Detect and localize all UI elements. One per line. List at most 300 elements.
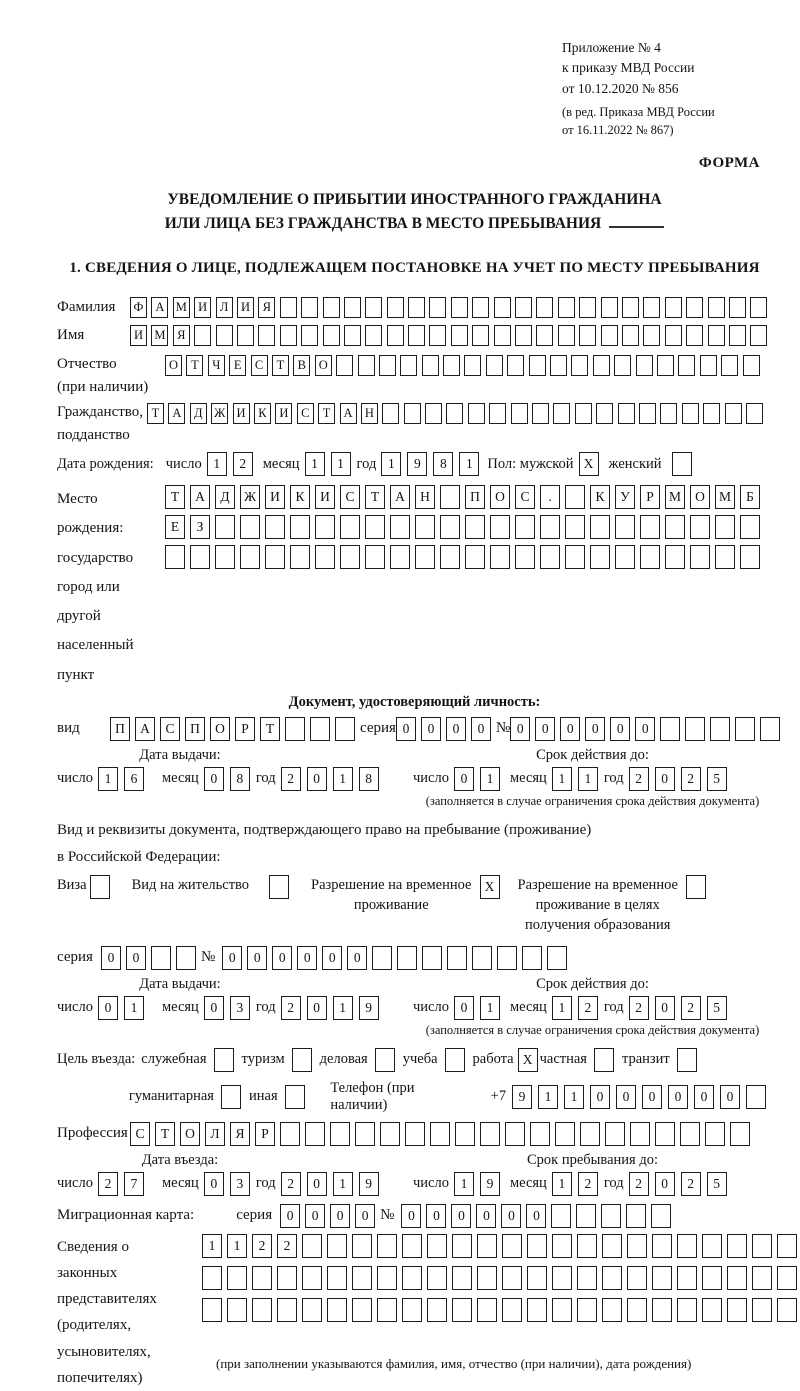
form-cell[interactable]	[358, 355, 375, 376]
form-cell[interactable]: С	[130, 1122, 150, 1146]
form-cell[interactable]	[730, 1122, 750, 1146]
form-cell[interactable]	[657, 355, 674, 376]
form-cell[interactable]	[601, 325, 618, 346]
form-cell[interactable]: 1	[578, 767, 598, 791]
form-cell[interactable]: Я	[173, 325, 190, 346]
form-cell[interactable]: Ж	[211, 403, 228, 424]
form-cell[interactable]: 0	[297, 946, 317, 970]
form-cell[interactable]	[622, 297, 639, 318]
form-cell[interactable]	[425, 403, 442, 424]
form-cell[interactable]: 0	[305, 1204, 325, 1228]
form-cell[interactable]	[430, 1122, 450, 1146]
form-cell[interactable]	[446, 403, 463, 424]
form-cell[interactable]	[640, 545, 660, 569]
form-cell[interactable]	[725, 403, 742, 424]
form-cell[interactable]: Е	[229, 355, 246, 376]
form-cell[interactable]	[685, 717, 705, 741]
form-cell[interactable]	[379, 355, 396, 376]
form-cell[interactable]	[472, 325, 489, 346]
form-cell[interactable]	[677, 1298, 697, 1322]
form-cell[interactable]	[740, 545, 760, 569]
form-cell[interactable]: 0	[355, 1204, 375, 1228]
form-cell[interactable]	[344, 297, 361, 318]
form-cell[interactable]	[387, 297, 404, 318]
form-cell[interactable]	[708, 325, 725, 346]
form-cell[interactable]: Т	[165, 485, 185, 509]
form-cell[interactable]: 0	[526, 1204, 546, 1228]
form-cell[interactable]	[216, 325, 233, 346]
form-cell[interactable]	[540, 515, 560, 539]
form-cell[interactable]	[502, 1266, 522, 1290]
form-cell[interactable]	[336, 355, 353, 376]
form-cell[interactable]	[590, 515, 610, 539]
form-cell[interactable]	[750, 297, 767, 318]
form-cell[interactable]	[490, 515, 510, 539]
form-cell[interactable]	[452, 1234, 472, 1258]
form-cell[interactable]: 0	[98, 996, 118, 1020]
gender-female-checkbox[interactable]	[672, 452, 692, 476]
form-cell[interactable]	[639, 403, 656, 424]
form-cell[interactable]: 0	[655, 1172, 675, 1196]
form-cell[interactable]	[451, 297, 468, 318]
form-cell[interactable]	[497, 946, 517, 970]
form-cell[interactable]	[515, 297, 532, 318]
form-cell[interactable]: 0	[610, 717, 630, 741]
form-cell[interactable]	[547, 946, 567, 970]
form-cell[interactable]	[455, 1122, 475, 1146]
form-cell[interactable]: 0	[476, 1204, 496, 1228]
form-cell[interactable]	[176, 946, 196, 970]
form-cell[interactable]	[301, 325, 318, 346]
form-cell[interactable]	[702, 1266, 722, 1290]
form-cell[interactable]: 2	[252, 1234, 272, 1258]
form-cell[interactable]: 0	[655, 767, 675, 791]
form-cell[interactable]: 2	[629, 996, 649, 1020]
form-cell[interactable]: С	[251, 355, 268, 376]
form-cell[interactable]: 1	[552, 1172, 572, 1196]
form-cell[interactable]	[310, 717, 330, 741]
form-cell[interactable]	[290, 545, 310, 569]
form-cell[interactable]	[540, 545, 560, 569]
form-cell[interactable]	[727, 1266, 747, 1290]
form-cell[interactable]	[265, 515, 285, 539]
form-cell[interactable]	[451, 325, 468, 346]
form-cell[interactable]	[494, 297, 511, 318]
form-cell[interactable]	[464, 355, 481, 376]
form-cell[interactable]: 0	[322, 946, 342, 970]
form-cell[interactable]	[677, 1234, 697, 1258]
form-cell[interactable]: К	[254, 403, 271, 424]
form-cell[interactable]	[335, 717, 355, 741]
form-cell[interactable]: 2	[629, 767, 649, 791]
form-cell[interactable]	[340, 515, 360, 539]
form-cell[interactable]: Р	[640, 485, 660, 509]
form-cell[interactable]	[502, 1298, 522, 1322]
form-cell[interactable]: 2	[281, 996, 301, 1020]
form-cell[interactable]	[352, 1234, 372, 1258]
form-cell[interactable]	[602, 1266, 622, 1290]
form-cell[interactable]	[715, 515, 735, 539]
form-cell[interactable]: 9	[407, 452, 427, 476]
form-cell[interactable]: 8	[359, 767, 379, 791]
form-cell[interactable]: Т	[186, 355, 203, 376]
form-cell[interactable]: 2	[578, 996, 598, 1020]
form-cell[interactable]	[552, 1266, 572, 1290]
form-cell[interactable]	[507, 355, 524, 376]
form-cell[interactable]	[565, 485, 585, 509]
form-cell[interactable]	[702, 1234, 722, 1258]
form-cell[interactable]	[678, 355, 695, 376]
form-cell[interactable]: А	[340, 403, 357, 424]
form-cell[interactable]: 0	[272, 946, 292, 970]
form-cell[interactable]	[151, 946, 171, 970]
form-cell[interactable]	[575, 403, 592, 424]
form-cell[interactable]	[265, 545, 285, 569]
form-cell[interactable]: 3	[230, 996, 250, 1020]
form-cell[interactable]: В	[293, 355, 310, 376]
form-cell[interactable]: М	[173, 297, 190, 318]
form-cell[interactable]: 0	[535, 717, 555, 741]
form-cell[interactable]	[577, 1234, 597, 1258]
form-cell[interactable]: Я	[258, 297, 275, 318]
form-cell[interactable]	[215, 545, 235, 569]
form-cell[interactable]: 1	[480, 767, 500, 791]
form-cell[interactable]	[527, 1234, 547, 1258]
form-cell[interactable]: У	[615, 485, 635, 509]
form-cell[interactable]	[626, 1204, 646, 1228]
form-cell[interactable]	[665, 297, 682, 318]
form-cell[interactable]: 1	[552, 996, 572, 1020]
form-cell[interactable]	[408, 325, 425, 346]
purpose-humanitarian-checkbox[interactable]	[221, 1085, 241, 1109]
form-cell[interactable]: 0	[101, 946, 121, 970]
form-cell[interactable]: 0	[307, 767, 327, 791]
form-cell[interactable]: И	[237, 297, 254, 318]
form-cell[interactable]	[727, 1298, 747, 1322]
form-cell[interactable]	[280, 1122, 300, 1146]
form-cell[interactable]: С	[340, 485, 360, 509]
form-cell[interactable]: П	[465, 485, 485, 509]
form-cell[interactable]	[627, 1298, 647, 1322]
form-cell[interactable]	[682, 403, 699, 424]
form-cell[interactable]: 1	[305, 452, 325, 476]
form-cell[interactable]: 1	[381, 452, 401, 476]
form-cell[interactable]: Р	[255, 1122, 275, 1146]
purpose-private-checkbox[interactable]	[594, 1048, 614, 1072]
form-cell[interactable]	[651, 1204, 671, 1228]
form-cell[interactable]	[686, 297, 703, 318]
form-cell[interactable]	[397, 946, 417, 970]
form-cell[interactable]: З	[190, 515, 210, 539]
form-cell[interactable]: 7	[124, 1172, 144, 1196]
form-cell[interactable]	[502, 1234, 522, 1258]
form-cell[interactable]	[202, 1298, 222, 1322]
form-cell[interactable]	[602, 1234, 622, 1258]
form-cell[interactable]	[552, 1298, 572, 1322]
form-cell[interactable]	[302, 1234, 322, 1258]
form-cell[interactable]	[622, 325, 639, 346]
form-cell[interactable]: 0	[720, 1085, 740, 1109]
form-cell[interactable]	[252, 1266, 272, 1290]
residence-permit-checkbox[interactable]	[269, 875, 289, 899]
form-cell[interactable]: 0	[347, 946, 367, 970]
form-cell[interactable]	[702, 1298, 722, 1322]
form-cell[interactable]: Б	[740, 485, 760, 509]
form-cell[interactable]: И	[275, 403, 292, 424]
form-cell[interactable]	[486, 355, 503, 376]
form-cell[interactable]	[372, 946, 392, 970]
form-cell[interactable]: 1	[538, 1085, 558, 1109]
form-cell[interactable]	[565, 515, 585, 539]
form-cell[interactable]	[677, 1266, 697, 1290]
form-cell[interactable]: Д	[215, 485, 235, 509]
form-cell[interactable]	[777, 1234, 797, 1258]
form-cell[interactable]	[552, 1234, 572, 1258]
form-cell[interactable]: 2	[578, 1172, 598, 1196]
form-cell[interactable]: М	[151, 325, 168, 346]
form-cell[interactable]	[365, 515, 385, 539]
form-cell[interactable]: А	[190, 485, 210, 509]
form-cell[interactable]	[550, 355, 567, 376]
form-cell[interactable]	[690, 515, 710, 539]
form-cell[interactable]: 0	[585, 717, 605, 741]
form-cell[interactable]	[705, 1122, 725, 1146]
form-cell[interactable]	[472, 946, 492, 970]
form-cell[interactable]	[402, 1266, 422, 1290]
form-cell[interactable]	[165, 545, 185, 569]
form-cell[interactable]	[280, 325, 297, 346]
form-cell[interactable]	[703, 403, 720, 424]
form-cell[interactable]	[477, 1234, 497, 1258]
form-cell[interactable]	[290, 515, 310, 539]
form-cell[interactable]	[652, 1266, 672, 1290]
form-cell[interactable]: Ч	[208, 355, 225, 376]
form-cell[interactable]: 2	[277, 1234, 297, 1258]
form-cell[interactable]	[440, 485, 460, 509]
form-cell[interactable]	[729, 325, 746, 346]
form-cell[interactable]	[752, 1266, 772, 1290]
form-cell[interactable]: С	[160, 717, 180, 741]
form-cell[interactable]: С	[297, 403, 314, 424]
form-cell[interactable]: 1	[333, 996, 353, 1020]
form-cell[interactable]	[190, 545, 210, 569]
form-cell[interactable]: К	[590, 485, 610, 509]
form-cell[interactable]: 0	[451, 1204, 471, 1228]
form-cell[interactable]: 1	[552, 767, 572, 791]
form-cell[interactable]	[527, 1298, 547, 1322]
form-cell[interactable]	[522, 946, 542, 970]
form-cell[interactable]: Д	[190, 403, 207, 424]
form-cell[interactable]	[515, 545, 535, 569]
form-cell[interactable]: 1	[227, 1234, 247, 1258]
form-cell[interactable]	[602, 1298, 622, 1322]
form-cell[interactable]	[750, 325, 767, 346]
form-cell[interactable]: О	[690, 485, 710, 509]
form-cell[interactable]: А	[151, 297, 168, 318]
form-cell[interactable]: 0	[426, 1204, 446, 1228]
purpose-study-checkbox[interactable]	[445, 1048, 465, 1072]
form-cell[interactable]	[615, 515, 635, 539]
form-cell[interactable]	[618, 403, 635, 424]
form-cell[interactable]: Т	[260, 717, 280, 741]
form-cell[interactable]	[402, 1298, 422, 1322]
form-cell[interactable]: 1	[459, 452, 479, 476]
form-cell[interactable]: 0	[635, 717, 655, 741]
form-cell[interactable]	[577, 1266, 597, 1290]
form-cell[interactable]	[746, 1085, 766, 1109]
form-cell[interactable]	[536, 297, 553, 318]
form-cell[interactable]	[465, 515, 485, 539]
form-cell[interactable]	[636, 355, 653, 376]
form-cell[interactable]	[382, 403, 399, 424]
form-cell[interactable]: Я	[230, 1122, 250, 1146]
visa-checkbox[interactable]	[90, 875, 110, 899]
form-cell[interactable]	[377, 1266, 397, 1290]
form-cell[interactable]	[643, 325, 660, 346]
form-cell[interactable]	[576, 1204, 596, 1228]
form-cell[interactable]	[377, 1234, 397, 1258]
form-cell[interactable]: А	[135, 717, 155, 741]
form-cell[interactable]	[729, 297, 746, 318]
form-cell[interactable]	[660, 403, 677, 424]
form-cell[interactable]: М	[665, 485, 685, 509]
form-cell[interactable]	[558, 325, 575, 346]
form-cell[interactable]	[515, 325, 532, 346]
form-cell[interactable]: 0	[222, 946, 242, 970]
form-cell[interactable]	[465, 545, 485, 569]
form-cell[interactable]: 0	[401, 1204, 421, 1228]
form-cell[interactable]: 0	[501, 1204, 521, 1228]
form-cell[interactable]	[427, 1266, 447, 1290]
form-cell[interactable]: 0	[471, 717, 491, 741]
form-cell[interactable]	[746, 403, 763, 424]
form-cell[interactable]	[652, 1234, 672, 1258]
form-cell[interactable]	[404, 403, 421, 424]
form-cell[interactable]	[215, 515, 235, 539]
form-cell[interactable]	[601, 297, 618, 318]
form-cell[interactable]	[377, 1298, 397, 1322]
form-cell[interactable]: 8	[433, 452, 453, 476]
form-cell[interactable]	[590, 545, 610, 569]
form-cell[interactable]: И	[315, 485, 335, 509]
form-cell[interactable]: О	[180, 1122, 200, 1146]
form-cell[interactable]: 3	[230, 1172, 250, 1196]
form-cell[interactable]	[480, 1122, 500, 1146]
form-cell[interactable]	[477, 1266, 497, 1290]
form-cell[interactable]	[690, 545, 710, 569]
form-cell[interactable]	[665, 545, 685, 569]
form-cell[interactable]	[710, 717, 730, 741]
form-cell[interactable]: 6	[124, 767, 144, 791]
form-cell[interactable]: Ф	[130, 297, 147, 318]
form-cell[interactable]	[708, 297, 725, 318]
form-cell[interactable]: П	[110, 717, 130, 741]
form-cell[interactable]	[615, 545, 635, 569]
form-cell[interactable]: 0	[694, 1085, 714, 1109]
form-cell[interactable]: 2	[681, 1172, 701, 1196]
form-cell[interactable]: И	[194, 297, 211, 318]
form-cell[interactable]: П	[185, 717, 205, 741]
form-cell[interactable]: Л	[216, 297, 233, 318]
form-cell[interactable]: 1	[564, 1085, 584, 1109]
form-cell[interactable]: И	[130, 325, 147, 346]
form-cell[interactable]: Т	[155, 1122, 175, 1146]
form-cell[interactable]	[743, 355, 760, 376]
form-cell[interactable]: Ж	[240, 485, 260, 509]
form-cell[interactable]	[327, 1234, 347, 1258]
form-cell[interactable]: 1	[331, 452, 351, 476]
form-cell[interactable]	[405, 1122, 425, 1146]
form-cell[interactable]	[352, 1298, 372, 1322]
form-cell[interactable]	[427, 1234, 447, 1258]
form-cell[interactable]: С	[515, 485, 535, 509]
form-cell[interactable]: 2	[681, 996, 701, 1020]
form-cell[interactable]: И	[265, 485, 285, 509]
form-cell[interactable]	[390, 545, 410, 569]
form-cell[interactable]	[630, 1122, 650, 1146]
form-cell[interactable]: 9	[512, 1085, 532, 1109]
purpose-other-checkbox[interactable]	[285, 1085, 305, 1109]
form-cell[interactable]	[579, 325, 596, 346]
form-cell[interactable]	[665, 515, 685, 539]
form-cell[interactable]: 0	[421, 717, 441, 741]
form-cell[interactable]: Л	[205, 1122, 225, 1146]
form-cell[interactable]: 0	[204, 767, 224, 791]
form-cell[interactable]	[655, 1122, 675, 1146]
purpose-tourism-checkbox[interactable]	[292, 1048, 312, 1072]
form-cell[interactable]: 0	[204, 996, 224, 1020]
form-cell[interactable]	[579, 297, 596, 318]
form-cell[interactable]	[277, 1298, 297, 1322]
form-cell[interactable]	[302, 1266, 322, 1290]
form-cell[interactable]: О	[165, 355, 182, 376]
form-cell[interactable]: 0	[454, 996, 474, 1020]
form-cell[interactable]: М	[715, 485, 735, 509]
form-cell[interactable]	[614, 355, 631, 376]
form-cell[interactable]	[301, 297, 318, 318]
form-cell[interactable]: А	[390, 485, 410, 509]
form-cell[interactable]	[532, 403, 549, 424]
form-cell[interactable]	[490, 545, 510, 569]
form-cell[interactable]	[402, 1234, 422, 1258]
form-cell[interactable]	[627, 1266, 647, 1290]
form-cell[interactable]	[530, 1122, 550, 1146]
form-cell[interactable]	[740, 515, 760, 539]
form-cell[interactable]	[315, 545, 335, 569]
form-cell[interactable]	[472, 297, 489, 318]
form-cell[interactable]	[686, 325, 703, 346]
form-cell[interactable]	[752, 1234, 772, 1258]
form-cell[interactable]	[227, 1266, 247, 1290]
form-cell[interactable]	[529, 355, 546, 376]
form-cell[interactable]	[355, 1122, 375, 1146]
form-cell[interactable]: Т	[318, 403, 335, 424]
form-cell[interactable]: Т	[365, 485, 385, 509]
form-cell[interactable]	[194, 325, 211, 346]
form-cell[interactable]	[422, 355, 439, 376]
form-cell[interactable]	[277, 1266, 297, 1290]
form-cell[interactable]	[777, 1266, 797, 1290]
form-cell[interactable]	[365, 545, 385, 569]
form-cell[interactable]: 1	[333, 767, 353, 791]
form-cell[interactable]: 0	[446, 717, 466, 741]
form-cell[interactable]	[415, 515, 435, 539]
form-cell[interactable]: 5	[707, 1172, 727, 1196]
form-cell[interactable]: 0	[642, 1085, 662, 1109]
form-cell[interactable]: 0	[307, 1172, 327, 1196]
form-cell[interactable]: Е	[165, 515, 185, 539]
form-cell[interactable]	[380, 1122, 400, 1146]
